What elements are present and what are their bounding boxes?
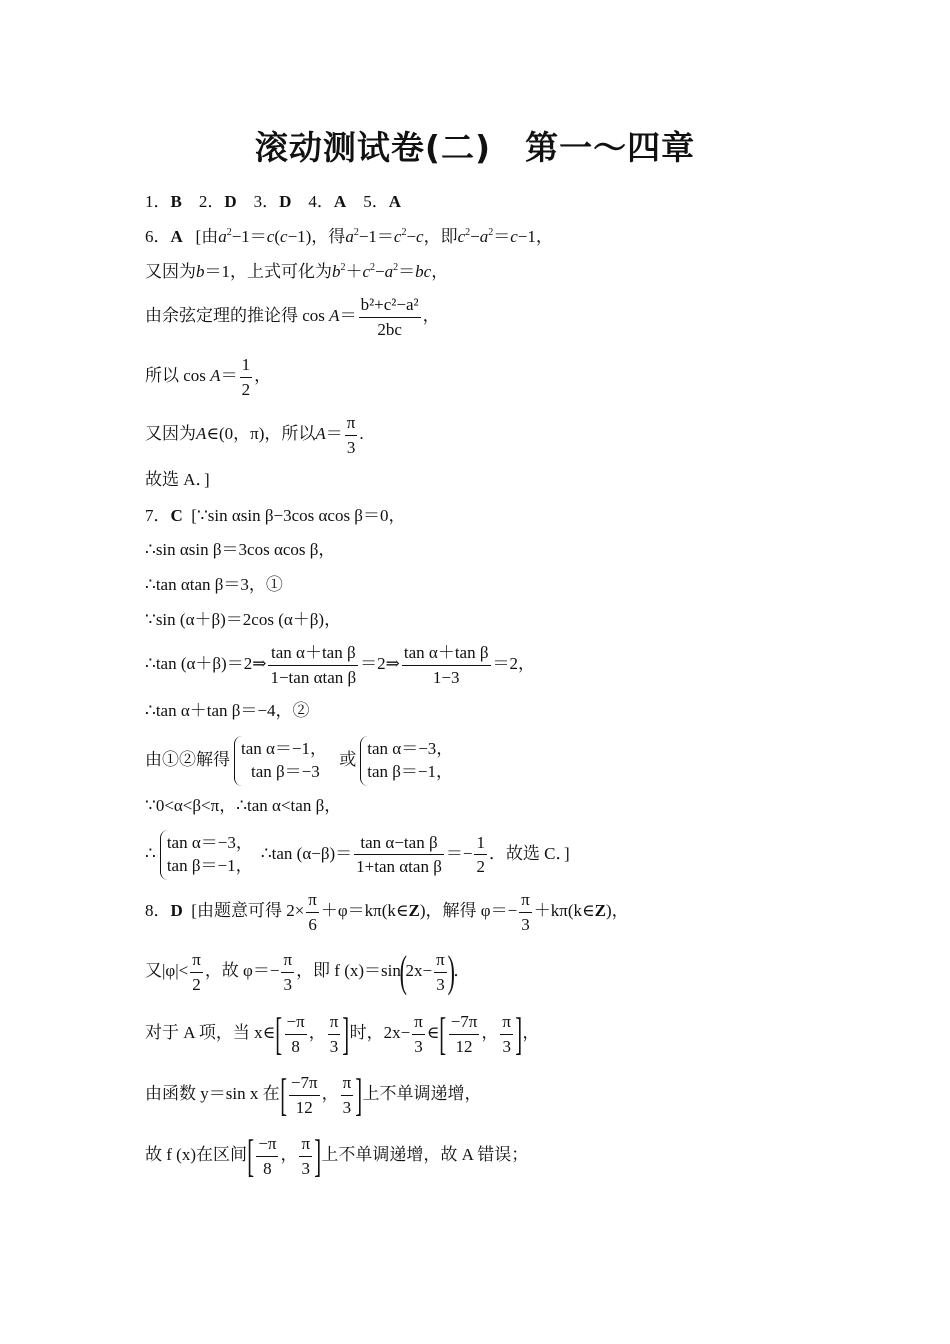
- numerator: −π: [285, 1012, 307, 1035]
- text: 故 f (x)在区间: [145, 1144, 247, 1164]
- text: )，解得 φ＝−: [419, 900, 518, 920]
- text: −1＝: [358, 227, 394, 246]
- text: [由: [195, 227, 219, 246]
- text: 所以 cos: [145, 365, 206, 385]
- text: ．: [453, 960, 471, 980]
- equation-system: [360, 736, 457, 786]
- numerator: −7π: [449, 1012, 480, 1035]
- denominator: 2: [241, 379, 251, 399]
- answer-number: 3．: [253, 192, 280, 211]
- text: −: [470, 227, 480, 246]
- numerator: tan α−tan β: [354, 833, 444, 856]
- text: Z: [594, 900, 606, 920]
- q7-line7: [145, 736, 461, 786]
- denominator: 12: [455, 1036, 473, 1056]
- q6-line2: 又因为b＝1，上式可化为$b^2+c^2-a^2=bc$，: [145, 262, 449, 281]
- denominator: 6: [308, 914, 317, 934]
- text: 由①②解得: [145, 749, 230, 769]
- numerator: π: [519, 890, 532, 913]
- numerator: −π: [256, 1134, 278, 1157]
- denominator: 2bc: [377, 319, 402, 339]
- answers-row: [145, 193, 401, 210]
- text: −1，: [517, 227, 553, 246]
- q6-line5: 又因为A∈(0，π)，所以A＝ $\frac{\pi}{3}$ .: [145, 413, 364, 457]
- page-title: [0, 122, 950, 169]
- answer-number: 5．: [363, 192, 389, 211]
- q6-line1: 6．A [由$a^2-1=c(c-1)$，得$a^2-1=c^2-c$，即$c^2-a^2=c-1$，: [145, 227, 553, 246]
- numerator: 1: [474, 833, 487, 856]
- text: −1)，得: [287, 227, 346, 246]
- q7-line9: [145, 830, 570, 880]
- denominator: 2: [192, 974, 201, 994]
- text: 时，2x−: [349, 1022, 411, 1042]
- fraction: [240, 355, 253, 399]
- answer-letter: A: [333, 192, 347, 211]
- numerator: π: [190, 950, 203, 973]
- numerator: π: [299, 1134, 312, 1157]
- fraction: [402, 643, 491, 687]
- text: ∴: [145, 843, 156, 863]
- text: −: [406, 227, 417, 246]
- q7-line3: ∴tan αtan β＝3，①: [145, 575, 283, 594]
- equation: tan α＝−3，: [367, 739, 454, 758]
- fraction: [285, 1012, 307, 1056]
- text: −1＝: [231, 227, 267, 246]
- fraction: [341, 1073, 354, 1117]
- q6-line4: 所以 cos A＝ $\frac{1}{2}$ ，: [145, 355, 272, 399]
- numerator: π: [434, 950, 447, 973]
- text: ＝: [398, 262, 416, 281]
- text: 上不单调递增，: [362, 1083, 482, 1103]
- q-number: 8．: [145, 900, 171, 920]
- numerator: π: [412, 1012, 425, 1035]
- answer-letter: A: [388, 192, 401, 211]
- q6-line6: 故选 A．]: [145, 470, 210, 489]
- text: ＝2，: [492, 653, 535, 673]
- fraction: [306, 890, 319, 934]
- numerator: π: [306, 890, 319, 913]
- numerator: −7π: [289, 1073, 320, 1096]
- answer-letter: A: [170, 227, 183, 246]
- numerator: 1: [240, 355, 253, 378]
- text: (: [274, 227, 281, 246]
- equation-system: [160, 830, 257, 880]
- numerator: π: [281, 950, 294, 973]
- answer-letter: D: [170, 900, 183, 920]
- text: ∈: [426, 1022, 440, 1042]
- text: ，故 φ＝−: [204, 960, 280, 980]
- text: ＋kπ(k∈: [533, 900, 595, 920]
- equation: tan β＝−3: [251, 761, 320, 781]
- denominator: 3: [283, 974, 293, 994]
- q-number: 6．: [145, 227, 171, 246]
- denominator: 1+tan αtan β: [356, 857, 442, 877]
- denominator: 8: [291, 1036, 300, 1056]
- fraction: [281, 950, 294, 994]
- fraction: [190, 950, 203, 994]
- numerator: π: [341, 1073, 354, 1096]
- q8-line3: 对于 A 项，当 x∈[ $\frac{-\pi}{8}$ ， $\frac{\pi}{3}$ ]时，2x− $\frac{\pi}{3}$ ∈[ $\frac{-7\pi}{12}$ ， $\frac{\pi}{3}$ ]，: [145, 1008, 540, 1059]
- denominator: 8: [263, 1158, 272, 1178]
- fraction: [359, 295, 421, 339]
- text: )，: [605, 900, 629, 920]
- text: ＋φ＝kπ(k∈: [320, 900, 409, 920]
- text: ＝1，上式可化为: [204, 262, 332, 281]
- text: ＝−: [445, 843, 473, 863]
- q6-line3: 由余弦定理的推论得 cos A＝ $\frac{\text{b²+c²−a²}}{2bc}$ ，: [145, 295, 440, 339]
- answer-letter: D: [279, 192, 292, 211]
- fraction: [519, 890, 532, 934]
- text: 又因为: [145, 423, 196, 443]
- text: −: [375, 262, 385, 281]
- q7-line6: ∴tan α＋tan β＝−4，②: [145, 701, 310, 720]
- equation: tan α＝−3，: [166, 833, 253, 852]
- fraction: [354, 833, 444, 877]
- text: Z: [408, 900, 420, 920]
- answer-number: 4．: [308, 192, 334, 211]
- denominator: 3: [436, 974, 445, 994]
- denominator: 2: [476, 857, 485, 877]
- text: 或: [339, 749, 357, 769]
- numerator: tan α＋tan β: [402, 643, 491, 666]
- fraction: [434, 950, 447, 994]
- numerator: π: [500, 1012, 513, 1035]
- text: [∵sin αsin β−3cos αcos β＝0，: [191, 506, 406, 525]
- fraction: [500, 1012, 513, 1056]
- denominator: 3: [301, 1158, 311, 1178]
- q7-line2: ∴sin αsin β＝3cos αcos β，: [145, 540, 336, 559]
- q7-line5: [145, 643, 535, 687]
- text: 又|φ|<: [145, 960, 189, 980]
- fraction: [474, 833, 487, 877]
- answer-number: 2．: [198, 192, 225, 211]
- denominator: 3: [346, 437, 356, 457]
- q8-line1: [145, 890, 629, 934]
- text: ＝: [493, 227, 511, 246]
- answer-letter: C: [170, 506, 183, 525]
- fraction: [412, 1012, 425, 1056]
- equation: tan α＝−1，: [241, 739, 328, 758]
- denominator: 3: [521, 914, 530, 934]
- q7-line8: ∵0<α<β<π，∴tan α<tan β，: [145, 796, 342, 815]
- denominator: 3: [414, 1036, 423, 1056]
- q8-line2: 又|φ|< $\frac{\pi}{2}$ ，故 φ＝− $\frac{\pi}{3}$ ，即 f (x)＝sin(2x− $\frac{\pi}{3}$ )．: [145, 947, 471, 997]
- text: ∴tan (α＋β)＝2⇒: [145, 653, 267, 673]
- text: ．故选 C．]: [488, 843, 570, 863]
- text: ∴tan (α−β)＝: [260, 843, 353, 863]
- denominator: 1−tan αtan β: [270, 667, 357, 687]
- text: 又因为: [145, 262, 196, 281]
- text: 上不单调递增，故 A 错误；: [321, 1144, 529, 1164]
- title-part1: 滚动测试卷(二): [254, 128, 492, 167]
- text: 2x−: [405, 960, 433, 980]
- title-part2: 第一～四章: [525, 128, 696, 167]
- fraction: [449, 1012, 480, 1056]
- text: 对于 A 项，当 x∈: [145, 1022, 276, 1042]
- fraction: [328, 1012, 341, 1056]
- fraction: [345, 413, 358, 457]
- q7-line4: ∵sin (α＋β)＝2cos (α＋β)，: [145, 610, 342, 629]
- numerator: π: [328, 1012, 341, 1035]
- q-number: 7．: [145, 506, 171, 525]
- text: ∈(0，π)，所以: [206, 423, 316, 443]
- answer-letter: D: [224, 192, 237, 211]
- q8-line4: 由函数 y＝sin x 在[ $\frac{-7\pi}{12}$ ， $\frac{\pi}{3}$ ]上不单调递增，: [145, 1069, 482, 1120]
- denominator: 3: [329, 1036, 339, 1056]
- text: ＝2⇒: [360, 653, 400, 673]
- denominator: 3: [502, 1036, 511, 1056]
- fraction: [268, 643, 358, 687]
- text: ，即 f (x)＝sin: [296, 960, 401, 980]
- numerator: b²+c²−a²: [359, 295, 421, 318]
- text: 由函数 y＝sin x 在: [145, 1083, 280, 1103]
- fraction: [299, 1134, 312, 1178]
- fraction: [256, 1134, 278, 1178]
- numerator: π: [345, 413, 358, 436]
- q7-line1: [145, 507, 405, 524]
- text: 由余弦定理的推论得 cos: [145, 305, 325, 325]
- denominator: 3: [342, 1097, 352, 1117]
- q8-line5: 故 f (x)在区间[ $\frac{-\pi}{8}$ ， $\frac{\pi}{3}$ ]上不单调递增，故 A 错误；: [145, 1130, 529, 1181]
- equation: tan β＝−1，: [367, 761, 454, 781]
- text: ＋: [345, 262, 363, 281]
- denominator: 1−3: [432, 667, 460, 687]
- equation: tan β＝−1，: [166, 855, 253, 875]
- text: ，即: [423, 227, 458, 246]
- text: [由题意可得 2×: [191, 900, 305, 920]
- text: ，: [522, 1022, 540, 1042]
- fraction: [289, 1073, 320, 1117]
- answer-number: 1．: [145, 192, 171, 211]
- numerator: tan α＋tan β: [268, 643, 358, 666]
- equation-system: [234, 736, 331, 786]
- denominator: 12: [295, 1097, 313, 1117]
- answer-letter: B: [170, 192, 182, 211]
